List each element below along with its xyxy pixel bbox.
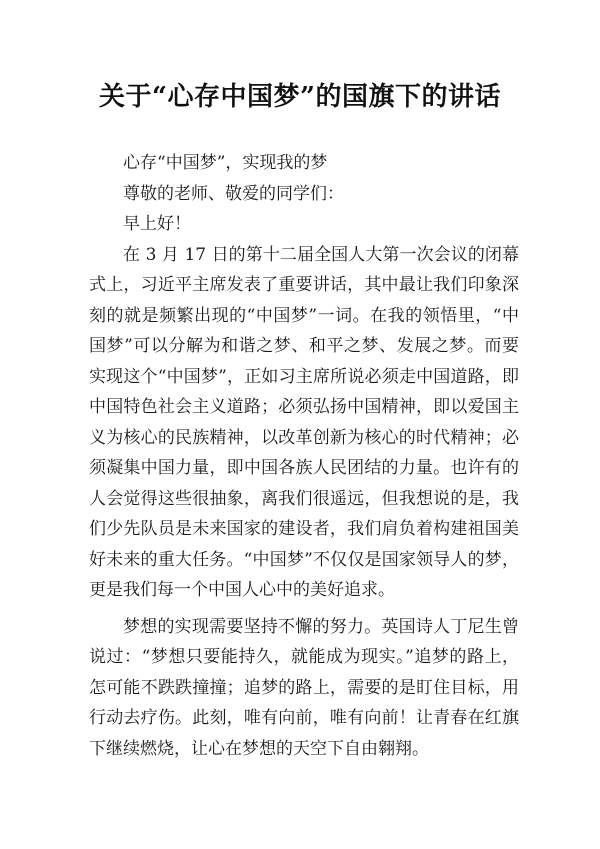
salutation: 尊敬的老师、敬爱的同学们： [123,183,344,204]
paragraph-2: 梦想的实现需要坚持不懈的努力。英国诗人丁尼生曾说过：“梦想只要能持久，就能成为现实。”追梦的路上，怎可能不跌跌撞撞；追梦的路上，需要的是盯住目标，用行动去疗伤。此刻，唯有向前，唯有向前！让青春在红旗下继续燃烧，让心在梦想的天空下自由翱翔。 [89,616,519,759]
paragraph-1: 在 3 月 17 日的第十二届全国人大第一次会议的闭幕式上，习近平主席发表了重要讲话，其中最让我们印象深刻的就是频繁出现的“中国梦”一词。在我的领悟里，“中国梦”可以分解为和谐之梦、和平之梦、发展之梦。而要实现这个“中国梦”，正如习主席所说必须走中国道路，即中国特色社会主义道路；必须弘扬中国精神，即以爱国主义为核心的民族精神，以改革创新为核心的时代精神；必须凝集中国力量，即中国各族人民团结的力量。也许有的人会觉得这些很抽象，离我们很遥远，但我想说的是，我们少先队员是未来国家的建设者，我们肩负着构建祖国美好未来的重大任务。“中国梦”不仅仅是国家领导人的梦，更是我们每一个中国人心中的美好追求。 [89,244,519,600]
document-body [89,148,519,764]
document-title: 关于“心存中国梦”的国旗下的讲话 [99,82,501,112]
subtitle-line: 心存“中国梦”，实现我的梦 [123,153,328,173]
greeting: 早上好！ [123,214,191,234]
